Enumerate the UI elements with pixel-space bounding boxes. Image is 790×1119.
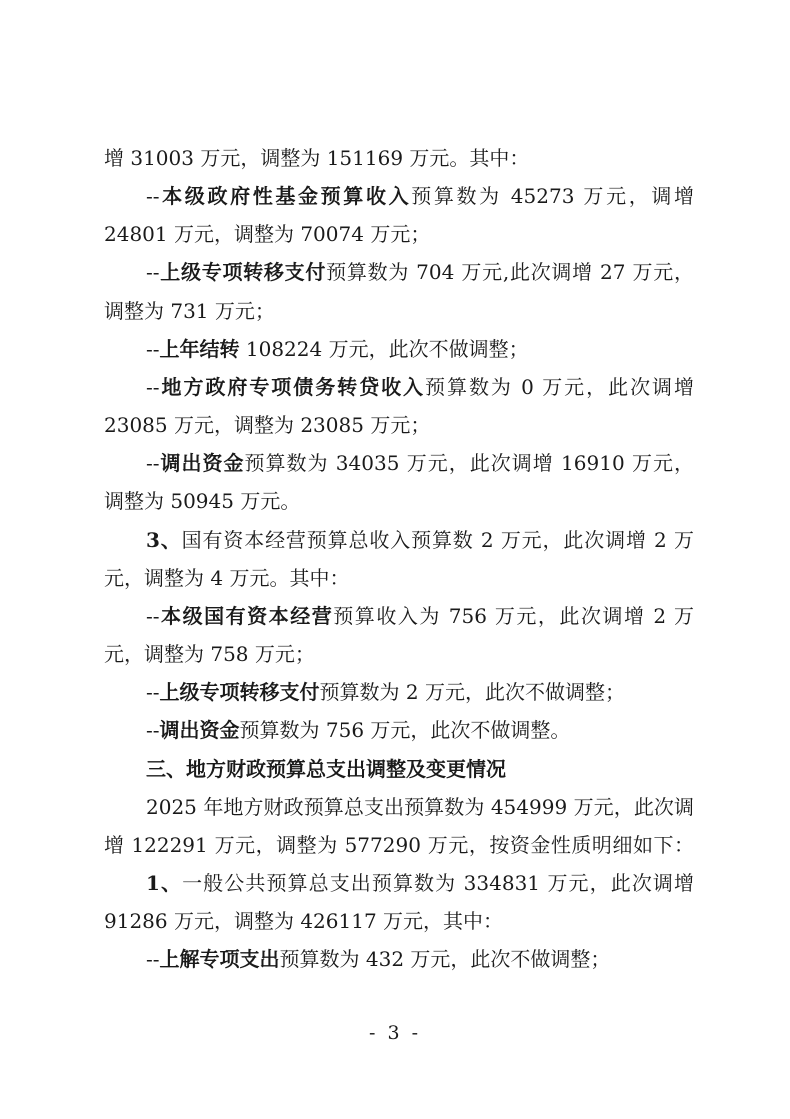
section-heading-text: 三、地方财政预算总支出调整及变更情况 xyxy=(146,757,506,781)
line-emphasis: 地方政府专项债务转贷收入 xyxy=(159,375,426,399)
line-text: 预算数为 0 万元，此次调增 xyxy=(425,375,694,399)
line-text: 调整为 50945 万元。 xyxy=(104,489,301,513)
paragraph-line xyxy=(104,831,694,859)
section-number: 1、 xyxy=(146,871,183,895)
line-emphasis: 上年结转 xyxy=(159,337,240,361)
line-prefix: -- xyxy=(146,451,160,475)
line-text: 108224 万元，此次不做调整； xyxy=(239,337,529,361)
paragraph-line xyxy=(146,258,694,286)
paragraph-line xyxy=(146,945,694,973)
line-text: 23085 万元，调整为 23085 万元； xyxy=(104,413,431,437)
line-emphasis: 上级专项转移支付 xyxy=(159,680,320,704)
line-emphasis: 调出资金 xyxy=(159,451,245,475)
line-text: 预算收入为 756 万元，此次调增 2 万 xyxy=(333,604,694,628)
paragraph-line xyxy=(146,793,694,821)
line-text: 预算数为 756 万元，此次不做调整。 xyxy=(239,718,571,742)
line-emphasis: 本级国有资本经营 xyxy=(159,604,334,628)
line-text: 24801 万元，调整为 70074 万元； xyxy=(104,222,431,246)
line-emphasis: 上解专项支出 xyxy=(159,947,280,971)
paragraph-line xyxy=(104,144,694,172)
paragraph-line xyxy=(104,564,694,592)
line-text: 元，调整为 758 万元； xyxy=(104,642,315,666)
line-emphasis: 调出资金 xyxy=(159,718,240,742)
paragraph-line xyxy=(146,335,694,363)
line-text: 国有资本经营预算总收入预算数 2 万元，此次调增 2 万 xyxy=(181,528,694,552)
line-text: 调整为 731 万元； xyxy=(104,299,275,323)
paragraph-line xyxy=(104,640,694,668)
line-text: 预算数为 34035 万元，此次调增 16910 万元， xyxy=(244,451,694,475)
line-prefix: -- xyxy=(146,718,160,742)
paragraph-line xyxy=(146,526,694,554)
line-text: 预算数为 704 万元,此次调增 27 万元， xyxy=(326,260,694,284)
paragraph-line xyxy=(146,602,694,630)
line-text: 91286 万元，调整为 426117 万元，其中： xyxy=(104,909,504,933)
line-emphasis: 上级专项转移支付 xyxy=(159,260,327,284)
line-text: 增 122291 万元，调整为 577290 万元，按资金性质明细如下： xyxy=(104,833,694,857)
paragraph-line xyxy=(146,449,694,477)
paragraph-line xyxy=(104,487,694,515)
line-prefix: -- xyxy=(146,680,160,704)
line-text: 2025 年地方财政预算总支出预算数为 454999 万元，此次调 xyxy=(146,795,694,819)
paragraph-line xyxy=(104,220,694,248)
line-text: 预算数为 2 万元，此次不做调整； xyxy=(319,680,625,704)
paragraph-line xyxy=(146,716,694,744)
section-heading xyxy=(146,755,694,783)
paragraph-line xyxy=(104,411,694,439)
paragraph-line xyxy=(104,297,694,325)
paragraph-line xyxy=(146,373,694,401)
paragraph-line xyxy=(146,678,694,706)
line-prefix: -- xyxy=(146,604,160,628)
line-text: 一般公共预算总支出预算数为 334831 万元，此次调增 xyxy=(182,871,694,895)
section-number: 3、 xyxy=(146,528,182,552)
line-prefix: -- xyxy=(146,947,160,971)
paragraph-line xyxy=(146,182,694,210)
paragraph-line xyxy=(104,907,694,935)
line-prefix: -- xyxy=(146,184,160,208)
line-prefix: -- xyxy=(146,260,160,284)
line-text: 预算数为 432 万元，此次不做调整； xyxy=(279,947,611,971)
line-prefix: -- xyxy=(146,337,160,361)
page-number: - 3 - xyxy=(368,1022,421,1044)
line-text: 元，调整为 4 万元。其中： xyxy=(104,566,350,590)
line-prefix: -- xyxy=(146,375,160,399)
line-text: 增 31003 万元，调整为 151169 万元。其中： xyxy=(104,146,530,170)
line-emphasis: 本级政府性基金预算收入 xyxy=(159,184,412,208)
line-text: 预算数为 45273 万元，调增 xyxy=(411,184,694,208)
paragraph-line xyxy=(146,869,694,897)
